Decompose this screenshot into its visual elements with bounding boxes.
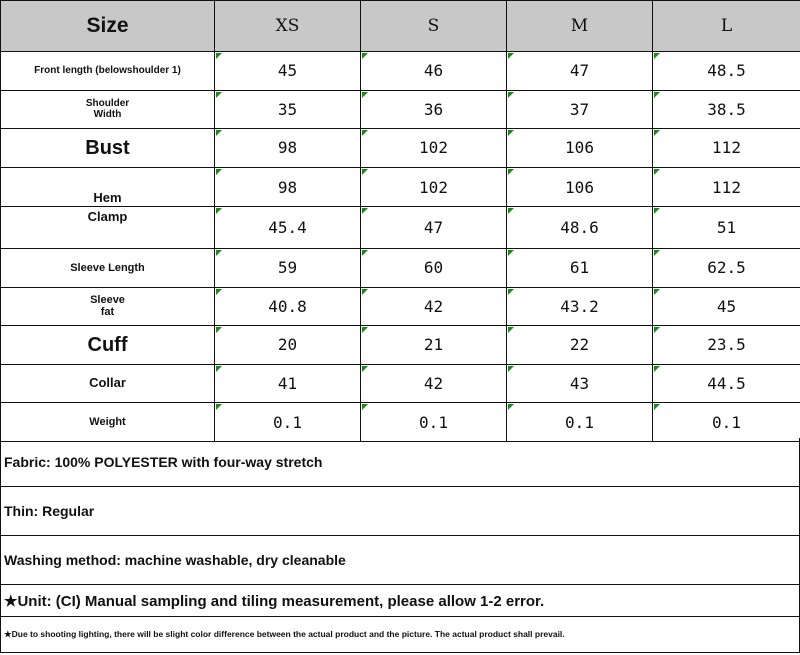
value-cell: 102 [361, 129, 507, 168]
value-cell: 47 [507, 52, 653, 91]
value-cell: 98 [215, 167, 361, 207]
value-cell: 42 [361, 364, 507, 403]
value-cell: 23.5 [653, 326, 800, 365]
size-header-m: M [507, 1, 653, 52]
value-cell: 0.1 [215, 403, 361, 442]
value-cell: 112 [653, 129, 800, 168]
fabric-info: Fabric: 100% POLYESTER with four-way stretch [0, 438, 800, 487]
table-row-front-length [1, 52, 800, 91]
table-row-sleeve-fat [1, 287, 800, 326]
value-cell: 0.1 [507, 403, 653, 442]
value-cell: 98 [215, 129, 361, 168]
table-row-cuff [1, 326, 800, 365]
size-header-label: Size [1, 1, 215, 52]
value-cell: 0.1 [653, 403, 800, 442]
value-cell: 102 [361, 167, 507, 207]
value-cell: 62.5 [653, 248, 800, 287]
value-cell: 38.5 [653, 90, 800, 129]
value-cell: 21 [361, 326, 507, 365]
table-row-shoulder-width [1, 90, 800, 129]
row-label: Shoulder Width [1, 90, 215, 129]
value-cell: 45.4 [215, 207, 361, 249]
row-label: Cuff [1, 326, 215, 365]
row-label: Sleeve fat [1, 287, 215, 326]
value-cell: 36 [361, 90, 507, 129]
size-header-xs: XS [215, 1, 361, 52]
value-cell: 112 [653, 167, 800, 207]
row-label: Sleeve Length [1, 248, 215, 287]
washing-info: Washing method: machine washable, dry cleanable [0, 536, 800, 585]
table-row-hem [1, 167, 800, 207]
row-label: Weight [1, 403, 215, 442]
table-row-bust [1, 129, 800, 168]
value-cell: 106 [507, 129, 653, 168]
value-cell: 45 [215, 52, 361, 91]
value-cell: 20 [215, 326, 361, 365]
table-row-collar [1, 364, 800, 403]
value-cell: 37 [507, 90, 653, 129]
value-cell: 59 [215, 248, 361, 287]
row-label: Front length (belowshoulder 1) [1, 52, 215, 91]
value-cell: 51 [653, 207, 800, 249]
value-cell: 48.6 [507, 207, 653, 249]
row-label: Hem [1, 167, 215, 207]
row-label: Collar [1, 364, 215, 403]
value-cell: 47 [361, 207, 507, 249]
value-cell: 48.5 [653, 52, 800, 91]
row-label: Clamp [1, 207, 215, 249]
size-header-s: S [361, 1, 507, 52]
value-cell: 43.2 [507, 287, 653, 326]
value-cell: 22 [507, 326, 653, 365]
value-cell: 0.1 [361, 403, 507, 442]
value-cell: 44.5 [653, 364, 800, 403]
table-row-clamp [1, 207, 800, 249]
row-label: Bust [1, 129, 215, 168]
header-row [1, 1, 800, 52]
value-cell: 41 [215, 364, 361, 403]
value-cell: 35 [215, 90, 361, 129]
size-header-l: L [653, 1, 800, 52]
unit-note: ★Unit: (CI) Manual sampling and tiling measurement, please allow 1-2 error. [0, 585, 800, 617]
color-disclaimer: ★Due to shooting lighting, there will be slight color difference between the actual product and the picture. The actual product shall prevail. [0, 617, 800, 653]
value-cell: 46 [361, 52, 507, 91]
table-row-sleeve-length [1, 248, 800, 287]
value-cell: 61 [507, 248, 653, 287]
value-cell: 45 [653, 287, 800, 326]
value-cell: 43 [507, 364, 653, 403]
value-cell: 60 [361, 248, 507, 287]
thickness-info: Thin: Regular [0, 487, 800, 536]
value-cell: 106 [507, 167, 653, 207]
table-row-weight [1, 403, 800, 442]
value-cell: 42 [361, 287, 507, 326]
value-cell: 40.8 [215, 287, 361, 326]
